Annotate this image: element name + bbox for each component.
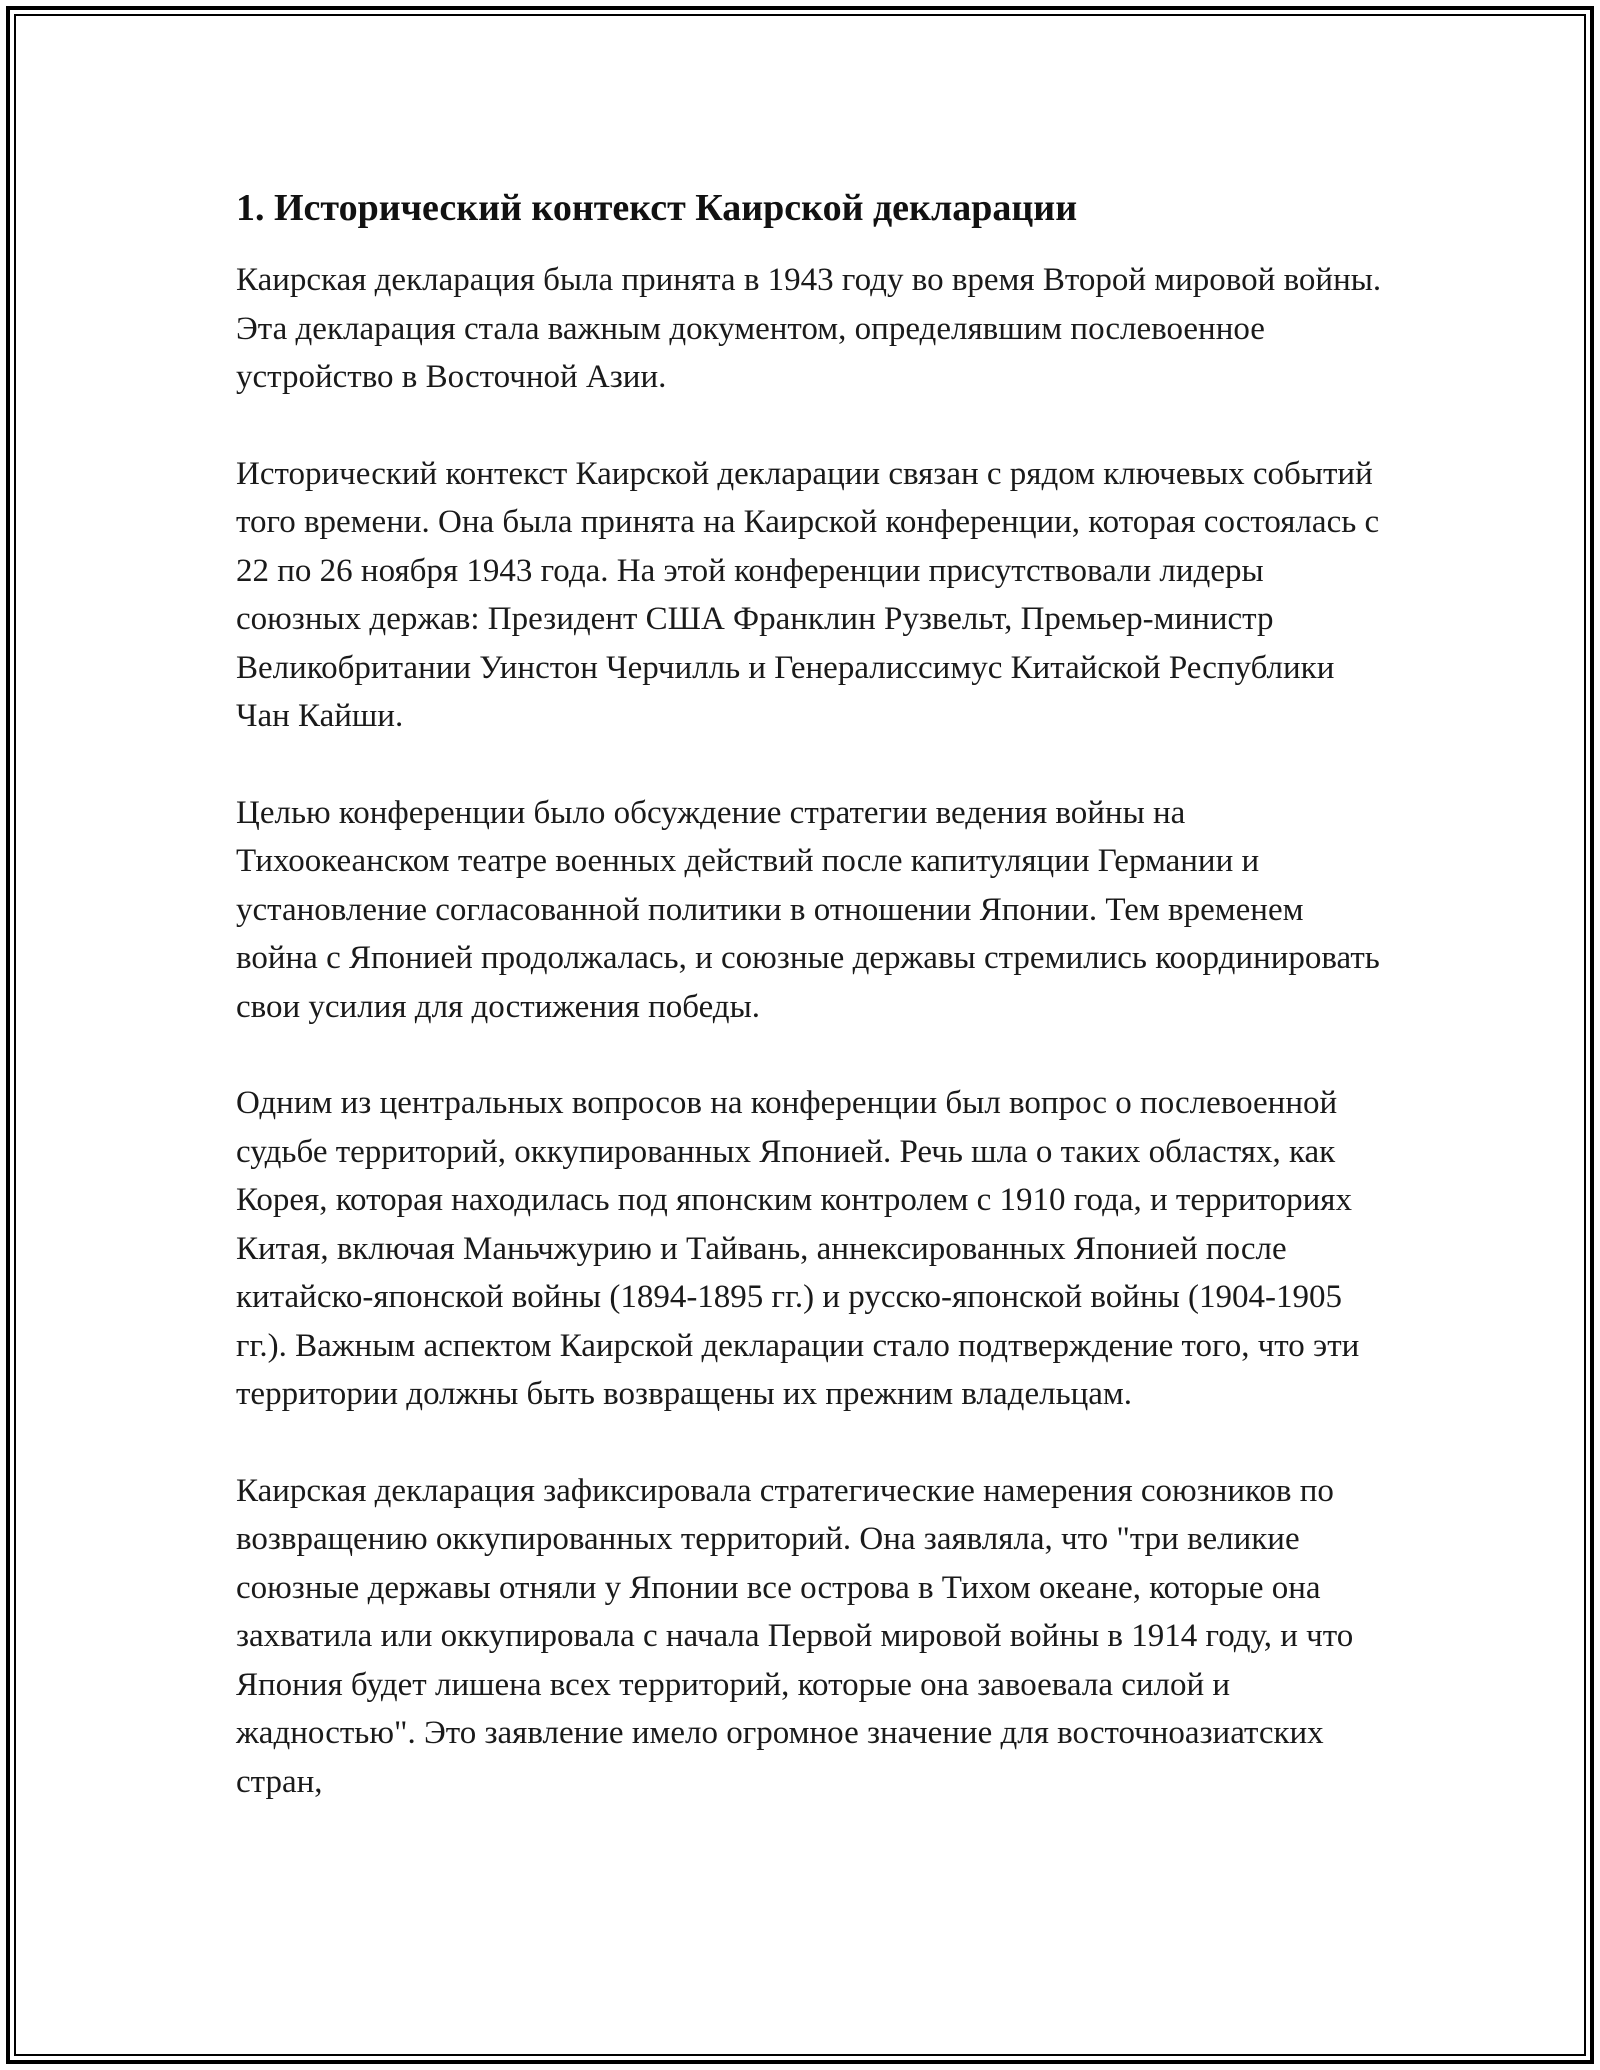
paragraph-3: Целью конференции было обсуждение стратегии ведения войны на Тихоокеанском театре военных действий после капитуляции Германии и установление согласованной политики в отношении Японии. Тем временем война с Японией продолжалась, и союзные державы стремились координировать свои усилия для достижения победы. <box>236 794 1380 1025</box>
section-heading: 1. Исторический контекст Каирской декларации <box>236 187 1078 229</box>
paragraph-2: Исторический контекст Каирской декларации связан с рядом ключевых событий того времени. Она была принята на Каирской конференции, которая состоялась с 22 по 26 ноября 1943 года. На этой конференции присутствовали лидеры союзных держав: Президент США Франклин Рузвельт, Премьер-министр Великобритании Уинстон Черчилль и Генералиссимус Китайской Республики Чан Кайши. <box>236 455 1380 734</box>
paragraph-5: Каирская декларация зафиксировала стратегические намерения союзников по возвращению оккупированных территорий. Она заявляла, что "три великие союзные державы отняли у Японии все острова в Тихом океане, которые она захватила или оккупировала с начала Первой мировой войны в 1914 году, и что Япония будет лишена всех территорий, которые она завоевала силой и жадностью". Это заявление имело огромное значение для восточноазиатских стран, <box>236 1472 1354 1800</box>
paragraph-4: Одним из центральных вопросов на конференции был вопрос о послевоенной судьбе территорий, оккупированных Японией. Речь шла о таких областях, как Корея, которая находилась под японским контролем с 1910 года, и территориях Китая, включая Маньчжурию и Тайвань, аннексированных Японией после китайско-японской войны (1894-1895 гг.) и русско-японской войны (1904-1905 гг.). Важным аспектом Каирской декларации стало подтверждение того, что эти территории должны быть возвращены их прежним владельцам. <box>236 1085 1360 1412</box>
document-body <box>236 184 1386 1806</box>
paragraph-1: Каирская декларация была принята в 1943 году во время Второй мировой войны. Эта декларация стала важным документом, определявшим послевоенное устройство в Восточной Азии. <box>236 262 1382 395</box>
